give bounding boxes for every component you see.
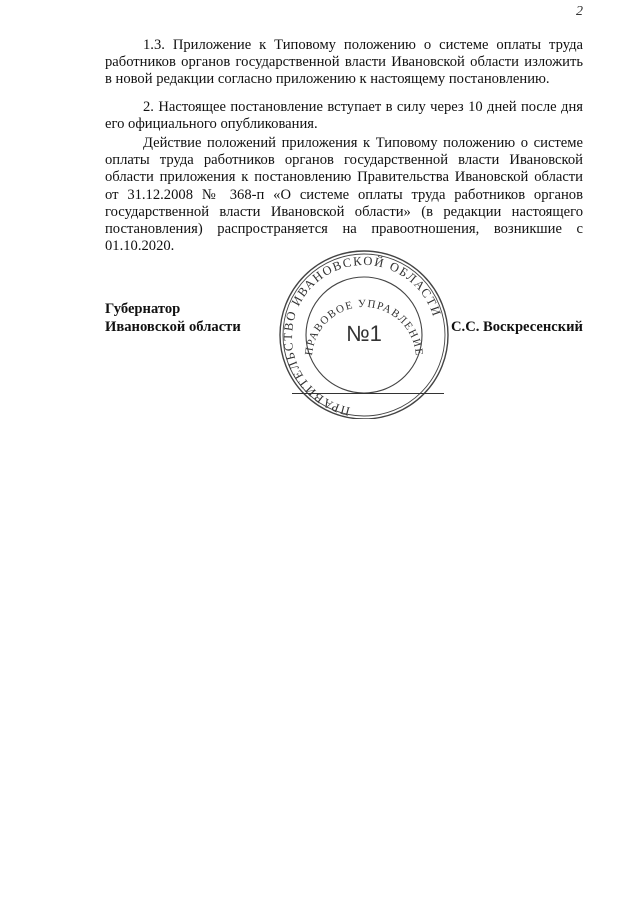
paragraph-1-3: 1.3. Приложение к Типовому положению о системе оплаты труда работников органов государственной власти Ивановской области изложить в новой редакции согласно приложению к настоящему постановлению.: [105, 37, 583, 88]
seal-number: №1: [346, 321, 382, 346]
signatory-region: Ивановской области: [105, 318, 241, 335]
signatory-name: С.С. Воскресенский: [451, 319, 583, 335]
paragraph-2: 2. Настоящее постановление вступает в силу через 10 дней после дня его официального опубликования.: [105, 99, 583, 133]
page-number: 2: [576, 4, 583, 19]
signatory-title: Губернатор: [105, 301, 181, 317]
seal-outer-text: ПРАВИТЕЛЬСТВО ИВАНОВСКОЙ ОБЛАСТИ: [280, 253, 445, 419]
signatory-position: [105, 301, 241, 336]
paragraph-3: Действие положений приложения к Типовому положению о системе оплаты труда работников органов государственной власти Ивановской области приложения к постановлению Правительства Ивановской области от 31.12.2008 № 368-п «О системе оплаты труда работников органов государственной власти Ивановской области» (в редакции настоящего постановления) распространяется на правоотношения, возникшие с 01.10.2020.: [105, 135, 583, 255]
seal-inner-text: ПРАВОВОЕ УПРАВЛЕНИЕ: [302, 297, 426, 358]
signature-line: [292, 393, 444, 394]
